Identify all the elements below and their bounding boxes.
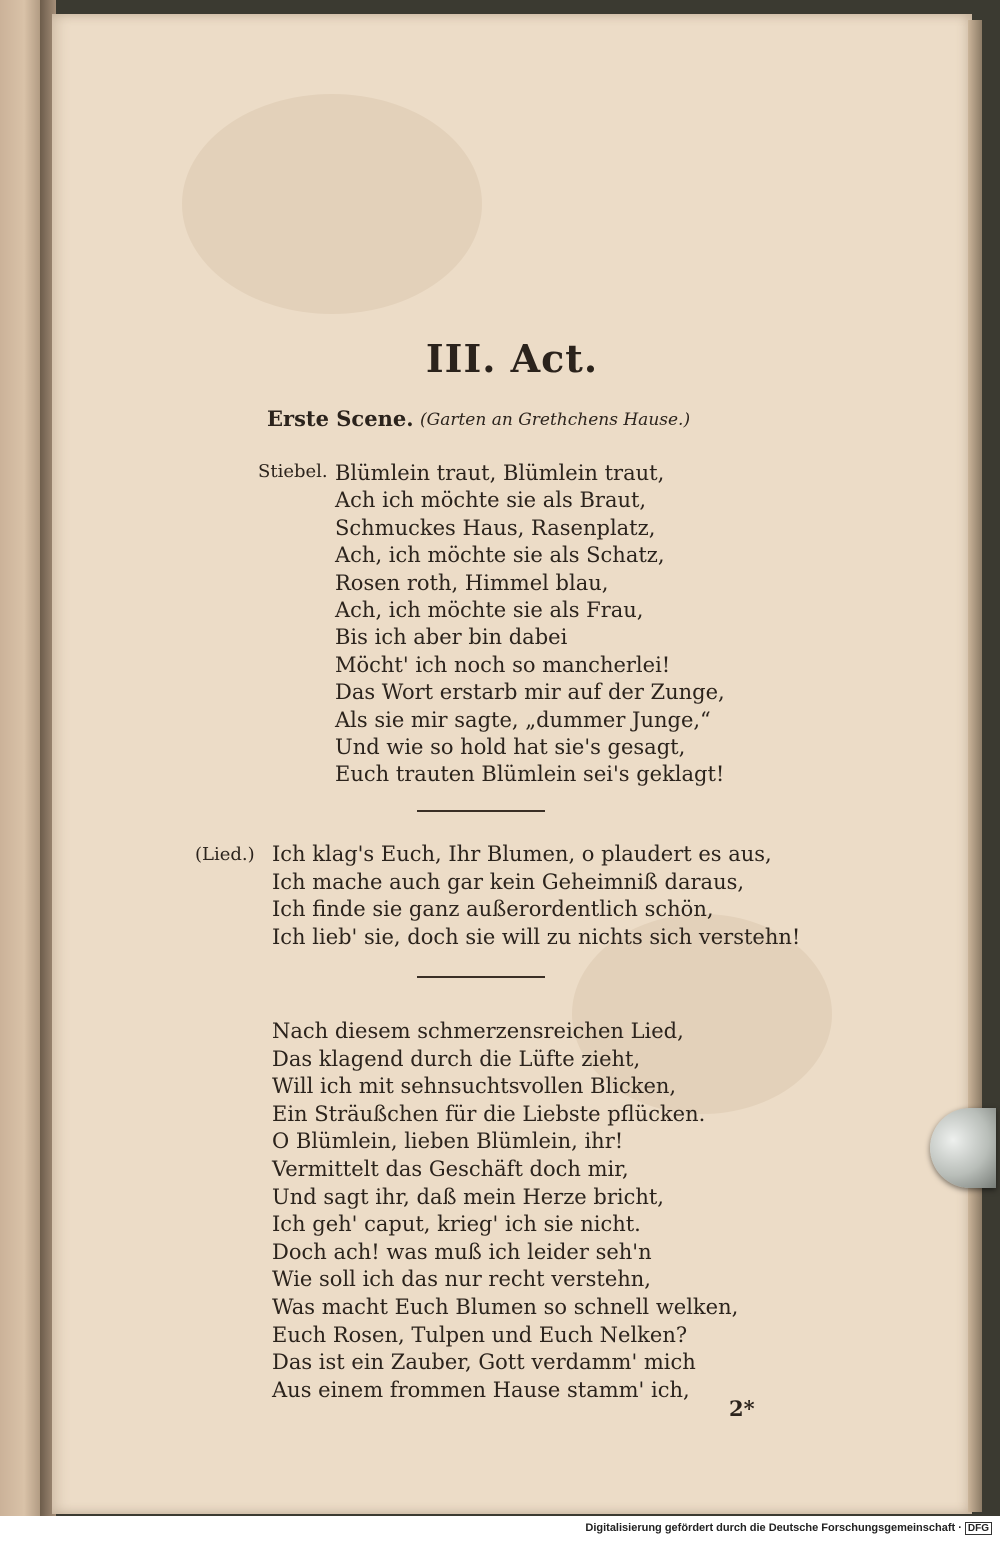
verse-line: Ich finde sie ganz außerordentlich schön, [272, 897, 714, 921]
act-title: III. Act. [425, 336, 599, 381]
digitization-credit [0, 1522, 992, 1535]
verse-line: Blümlein traut, Blümlein traut, [335, 461, 665, 485]
verse-line: Ach, ich möchte sie als Frau, [335, 598, 644, 623]
verse-line: Doch ach! was muß ich leider seh'n [272, 1239, 652, 1264]
page-stack-edge [968, 20, 982, 1512]
book-page [52, 14, 972, 1514]
verse-line: Ich klag's Euch, Ihr Blumen, o plaudert es aus, [272, 842, 772, 866]
verse-line: Ein Sträußchen für die Liebste pflücken. [272, 1101, 706, 1126]
verse-line: Als sie mir sagte, „dummer Junge,“ [335, 707, 711, 732]
section-divider [417, 810, 545, 812]
verse-line: Was macht Euch Blumen so schnell welken, [272, 1294, 739, 1319]
facing-page-edge [0, 0, 44, 1516]
credit-text: Digitalisierung gefördert durch die Deutsche Forschungsgemeinschaft · [585, 1522, 962, 1534]
verse-line: Euch Rosen, Tulpen und Euch Nelken? [272, 1322, 688, 1347]
verse-block-3 [272, 1018, 738, 1404]
verse-line: Aus einem frommen Hause stamm' ich, [272, 1377, 690, 1402]
verse-block-2 [272, 841, 800, 951]
verse-line: Ich lieb' sie, doch sie will zu nichts sich verstehn! [272, 924, 801, 949]
scene-title: Erste Scene. [267, 406, 414, 431]
verse-block-1 [335, 460, 725, 789]
verse-line: Wie soll ich das nur recht verstehn, [272, 1267, 651, 1292]
verse-line: Und wie so hold hat sie's gesagt, [335, 735, 686, 760]
verse-line: Rosen roth, Himmel blau, [335, 570, 609, 595]
song-label: (Lied.) [195, 844, 255, 865]
verse-line: Das klagend durch die Lüfte zieht, [272, 1046, 641, 1071]
verse-line: Nach diesem schmerzensreichen Lied, [272, 1019, 684, 1043]
verse-line: O Blümlein, lieben Blümlein, ihr! [272, 1129, 624, 1154]
verse-line: Euch trauten Blümlein sei's geklagt! [335, 762, 725, 787]
verse-line: Will ich mit sehnsuchtsvollen Blicken, [272, 1074, 677, 1099]
signature-mark: 2* [729, 1396, 755, 1421]
verse-line: Vermittelt das Geschäft doch mir, [272, 1156, 629, 1181]
verse-line: Und sagt ihr, daß mein Herze bricht, [272, 1184, 664, 1209]
verse-line: Bis ich aber bin dabei [335, 625, 568, 650]
verse-line: Ach, ich möchte sie als Schatz, [335, 543, 665, 568]
verse-line: Ich mache auch gar kein Geheimniß daraus, [272, 869, 745, 894]
scene-stage-note: (Garten an Grethchens Hause.) [420, 410, 691, 430]
section-divider [417, 976, 545, 978]
verse-line: Möcht' ich noch so mancherlei! [335, 652, 671, 677]
verse-line: Das ist ein Zauber, Gott verdamm' mich [272, 1350, 696, 1375]
verse-line: Das Wort erstarb mir auf der Zunge, [335, 680, 725, 705]
speaker-name: Stiebel. [258, 461, 328, 482]
dfg-logo: DFG [965, 1522, 992, 1535]
verse-line: Ich geh' caput, krieg' ich sie nicht. [272, 1212, 641, 1237]
paper-stain [182, 94, 482, 314]
verse-line: Schmuckes Haus, Rasenplatz, [335, 515, 656, 540]
verse-line: Ach ich möchte sie als Braut, [335, 488, 647, 513]
